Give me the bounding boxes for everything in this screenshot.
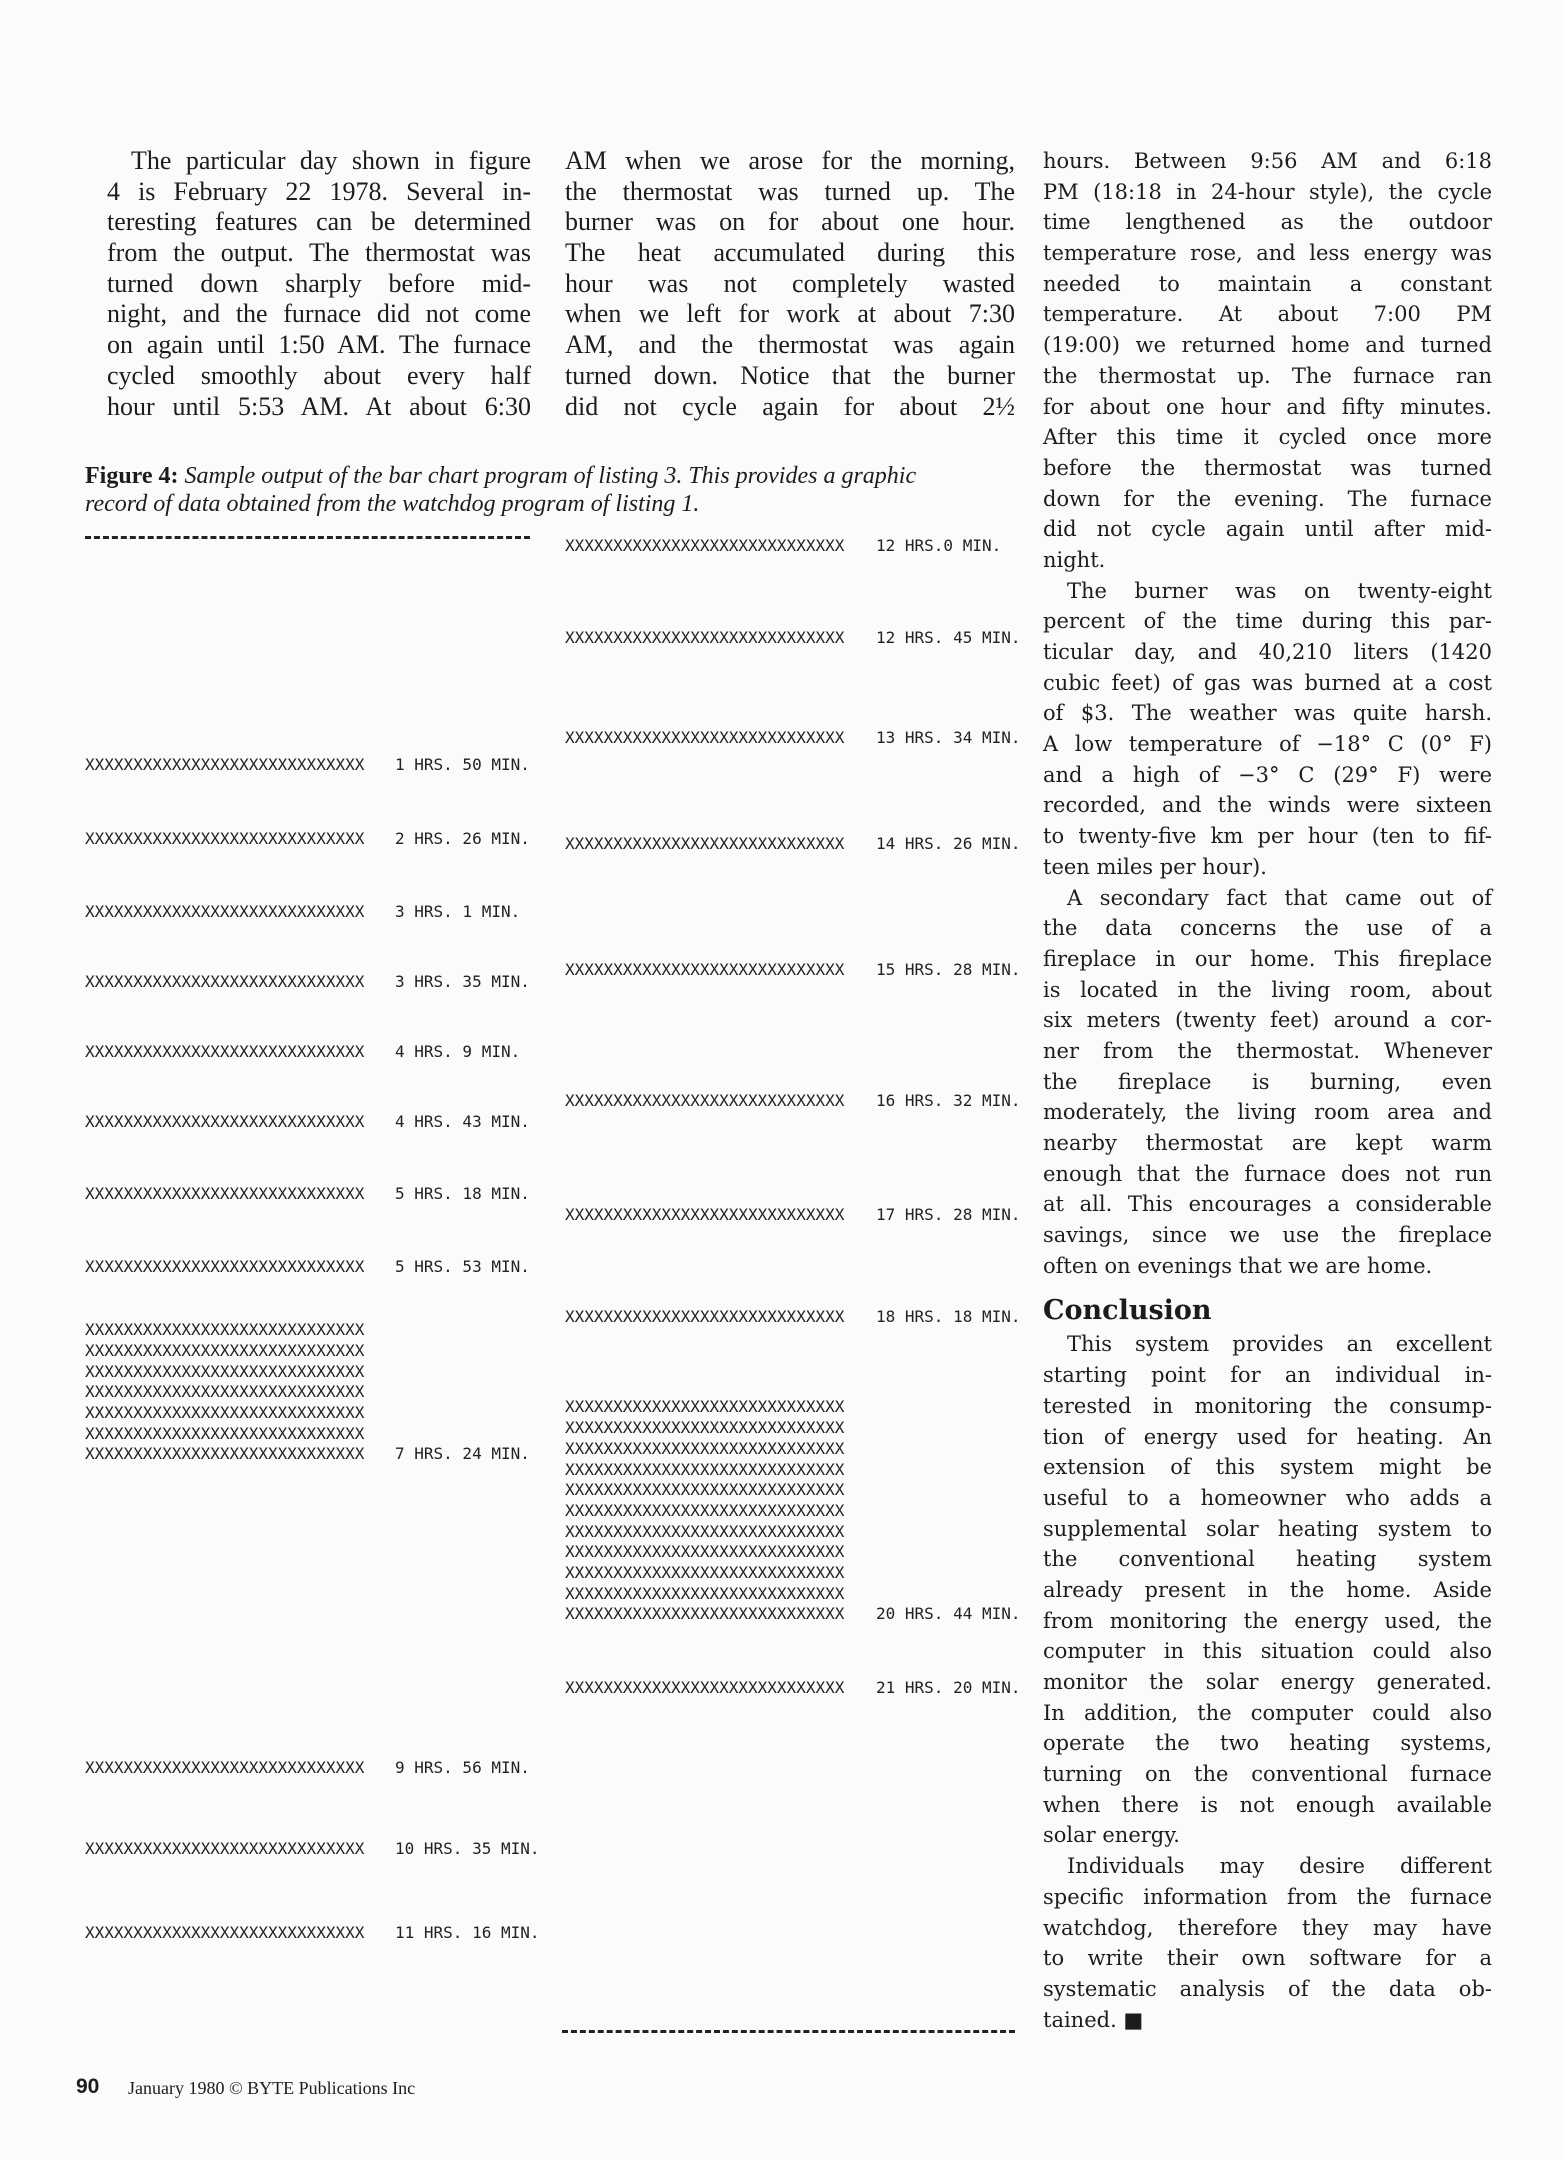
text-line: cycled smoothly about every half: [107, 360, 531, 390]
bar-label: 11 HRS. 16 MIN.: [395, 1923, 540, 1943]
text-line: useful to a homeowner who adds a: [1043, 1485, 1492, 1510]
bar-row: XXXXXXXXXXXXXXXXXXXXXXXXXXXXX: [85, 1041, 365, 1061]
bar-row: XXXXXXXXXXXXXXXXXXXXXXXXXXXXX: [85, 829, 365, 849]
bar-row: XXXXXXXXXXXXXXXXXXXXXXXXXXXXX: [565, 960, 845, 980]
bar-row: XXXXXXXXXXXXXXXXXXXXXXXXXXXXX: [85, 1320, 365, 1340]
bar-row: XXXXXXXXXXXXXXXXXXXXXXXXXXXXX: [565, 727, 845, 747]
text-line: turning on the conventional furnace: [1043, 1762, 1492, 1787]
bar-row: XXXXXXXXXXXXXXXXXXXXXXXXXXXXX: [85, 1340, 365, 1360]
text-line: tion of energy used for heating. An: [1043, 1424, 1492, 1449]
text-line: starting point for an individual in-: [1043, 1363, 1492, 1388]
paragraph: [1043, 146, 1492, 576]
bar-row: XXXXXXXXXXXXXXXXXXXXXXXXXXXXX: [565, 1438, 845, 1458]
text-line: recorded, and the winds were sixteen: [1043, 793, 1492, 818]
bar-row: XXXXXXXXXXXXXXXXXXXXXXXXXXXXX: [565, 1542, 845, 1562]
paragraph: [1043, 576, 1492, 883]
figure-label: Figure 4:: [85, 463, 179, 489]
bar-label: 20 HRS. 44 MIN.: [876, 1604, 1021, 1624]
text-line: time lengthened as the outdoor: [1043, 210, 1492, 235]
text-line: ner from the thermostat. Whenever: [1043, 1038, 1492, 1063]
bar-label: 18 HRS. 18 MIN.: [876, 1306, 1021, 1326]
bar-row: XXXXXXXXXXXXXXXXXXXXXXXXXXXXX: [565, 1418, 845, 1438]
bar-label: 13 HRS. 34 MIN.: [876, 727, 1021, 747]
bar-row: XXXXXXXXXXXXXXXXXXXXXXXXXXXXX: [85, 1423, 365, 1443]
text-line: The particular day shown in figure: [131, 146, 531, 175]
text-line: computer in this situation could also: [1043, 1639, 1492, 1664]
bar-row: XXXXXXXXXXXXXXXXXXXXXXXXXXXXX: [565, 1306, 845, 1326]
text-line: cubic feet) of gas was burned at a cost: [1043, 670, 1492, 695]
bar-label: 5 HRS. 18 MIN.: [395, 1184, 530, 1204]
text-line: did not cycle again for about 2½: [565, 391, 1015, 421]
article-column-middle: [565, 146, 1015, 422]
text-line: for about one hour and fifty minutes.: [1043, 394, 1492, 419]
text-line: temperature rose, and less energy was: [1043, 241, 1492, 266]
text-line: from the output. The thermostat was: [107, 238, 531, 268]
bar-row: XXXXXXXXXXXXXXXXXXXXXXXXXXXXX: [85, 1402, 365, 1422]
text-line: percent of the time during this par-: [1043, 609, 1492, 634]
bar-row: XXXXXXXXXXXXXXXXXXXXXXXXXXXXX: [85, 1382, 365, 1402]
text-line: watchdog, therefore they may have: [1043, 1915, 1492, 1940]
text-line: Individuals may desire different: [1067, 1854, 1492, 1879]
bar-row: XXXXXXXXXXXXXXXXXXXXXXXXXXXXX: [85, 1758, 365, 1778]
figure-caption: [85, 462, 1015, 518]
bar-label: 1 HRS. 50 MIN.: [395, 755, 530, 774]
bar-label: 3 HRS. 35 MIN.: [395, 971, 530, 991]
bar-label: 17 HRS. 28 MIN.: [876, 1204, 1021, 1224]
bar-row: XXXXXXXXXXXXXXXXXXXXXXXXXXXXX: [565, 1604, 845, 1624]
bar-row: XXXXXXXXXXXXXXXXXXXXXXXXXXXXX: [565, 1204, 845, 1224]
caption-line-2: record of data obtained from the watchdog program of listing 1.: [85, 491, 700, 517]
text-line: the data concerns the use of a: [1043, 916, 1492, 941]
text-line: to twenty-five km per hour (ten to fif-: [1043, 824, 1492, 849]
text-line: AM when we arose for the morning,: [565, 146, 1015, 175]
text-line: turned down sharply before mid-: [107, 268, 531, 298]
text-line: temperature. At about 7:00 PM: [1043, 302, 1492, 327]
text-line: teen miles per hour).: [1043, 854, 1267, 879]
bar-label: 4 HRS. 43 MIN.: [395, 1112, 530, 1132]
section-heading: Conclusion: [1043, 1295, 1212, 1327]
bar-row: XXXXXXXXXXXXXXXXXXXXXXXXXXXXX: [85, 1838, 365, 1858]
text-line: to write their own software for a: [1043, 1946, 1492, 1971]
bar-row: XXXXXXXXXXXXXXXXXXXXXXXXXXXXX: [565, 1521, 845, 1541]
bar-label: 7 HRS. 24 MIN.: [395, 1444, 530, 1464]
text-line: The burner was on twenty-eight: [1067, 578, 1492, 603]
bar-row: XXXXXXXXXXXXXXXXXXXXXXXXXXXXX: [85, 1444, 365, 1464]
text-line: tained. ■: [1043, 2007, 1144, 2032]
paragraph: [107, 146, 531, 422]
bar-row: XXXXXXXXXXXXXXXXXXXXXXXXXXXXX: [85, 755, 365, 774]
text-line: PM (18:18 in 24-hour style), the cycle: [1043, 179, 1492, 204]
bar-row: XXXXXXXXXXXXXXXXXXXXXXXXXXXXX: [85, 1256, 365, 1276]
bar-row: XXXXXXXXXXXXXXXXXXXXXXXXXXXXX: [565, 833, 845, 853]
text-line: hour until 5:53 AM. At about 6:30: [107, 391, 531, 421]
bar-row: XXXXXXXXXXXXXXXXXXXXXXXXXXXXX: [85, 1184, 365, 1204]
bar-label: 14 HRS. 26 MIN.: [876, 833, 1021, 853]
page-number: 90: [76, 2075, 100, 2098]
printout-top-divider: [85, 536, 530, 539]
text-line: monitor the solar energy generated.: [1043, 1670, 1492, 1694]
text-line: the conventional heating system: [1043, 1547, 1492, 1572]
text-line: at all. This encourages a considerable: [1043, 1192, 1492, 1217]
bar-label: 5 HRS. 53 MIN.: [395, 1256, 530, 1276]
text-line: did not cycle again until after mid-: [1043, 517, 1492, 542]
bar-row: XXXXXXXXXXXXXXXXXXXXXXXXXXXXX: [85, 1112, 365, 1132]
text-line: already present in the home. Aside: [1043, 1577, 1492, 1602]
bar-label: 10 HRS. 35 MIN.: [395, 1838, 540, 1858]
text-line: night, and the furnace did not come: [107, 299, 531, 329]
bar-row: XXXXXXXXXXXXXXXXXXXXXXXXXXXXX: [565, 1397, 845, 1417]
bar-row: XXXXXXXXXXXXXXXXXXXXXXXXXXXXX: [565, 1583, 845, 1603]
text-line: fireplace in our home. This fireplace: [1043, 946, 1492, 971]
bar-label: 16 HRS. 32 MIN.: [876, 1090, 1021, 1110]
bar-row: XXXXXXXXXXXXXXXXXXXXXXXXXXXXX: [565, 536, 845, 555]
paragraph: [1043, 883, 1492, 1282]
text-line: ticular day, and 40,210 liters (1420: [1043, 640, 1492, 664]
text-line: when there is not enough available: [1043, 1792, 1492, 1817]
bar-label: 9 HRS. 56 MIN.: [395, 1758, 530, 1778]
bar-row: XXXXXXXXXXXXXXXXXXXXXXXXXXXXX: [85, 901, 365, 921]
bar-row: XXXXXXXXXXXXXXXXXXXXXXXXXXXXX: [85, 971, 365, 991]
caption-line-1: Sample output of the bar chart program of listing 3. This provides a graphic: [184, 463, 917, 489]
text-line: AM, and the thermostat was again: [565, 330, 1015, 360]
text-line: hour was not completely wasted: [565, 268, 1015, 298]
text-line: enough that the furnace does not run: [1043, 1161, 1492, 1186]
text-line: moderately, the living room area and: [1043, 1100, 1492, 1125]
bar-label: 4 HRS. 9 MIN.: [395, 1041, 521, 1061]
bar-row: XXXXXXXXXXXXXXXXXXXXXXXXXXXXX: [565, 1459, 845, 1479]
text-line: supplemental solar heating system to: [1043, 1516, 1492, 1541]
text-line: (19:00) we returned home and turned: [1043, 333, 1492, 358]
text-line: is located in the living room, about: [1043, 977, 1492, 1002]
paragraph: [1043, 1851, 1492, 2035]
bar-label: 21 HRS. 20 MIN.: [876, 1677, 1021, 1697]
text-line: six meters (twenty feet) around a cor-: [1043, 1008, 1492, 1033]
text-line: This system provides an excellent: [1067, 1332, 1492, 1357]
text-line: often on evenings that we are home.: [1043, 1253, 1433, 1278]
text-line: hours. Between 9:56 AM and 6:18: [1043, 149, 1492, 173]
text-line: night.: [1043, 547, 1106, 572]
bar-row: XXXXXXXXXXXXXXXXXXXXXXXXXXXXX: [85, 1923, 365, 1943]
text-line: The heat accumulated during this: [565, 238, 1015, 268]
bar-label: 12 HRS. 45 MIN.: [876, 627, 1021, 647]
text-line: solar energy.: [1043, 1823, 1180, 1848]
paragraph: [565, 146, 1015, 422]
text-line: on again until 1:50 AM. The furnace: [107, 330, 531, 360]
text-line: burner was on for about one hour.: [565, 207, 1015, 237]
text-line: A secondary fact that came out of: [1067, 885, 1492, 910]
article-column-right: [1043, 146, 1492, 2035]
text-line: before the thermostat was turned: [1043, 455, 1492, 480]
text-line: After this time it cycled once more: [1043, 425, 1492, 450]
bar-row: XXXXXXXXXXXXXXXXXXXXXXXXXXXXX: [565, 1677, 845, 1697]
bar-row: XXXXXXXXXXXXXXXXXXXXXXXXXXXXX: [565, 627, 845, 647]
bar-label: 15 HRS. 28 MIN.: [876, 960, 1021, 980]
text-line: from monitoring the energy used, the: [1043, 1608, 1492, 1633]
text-line: teresting features can be determined: [107, 207, 531, 237]
bar-row: XXXXXXXXXXXXXXXXXXXXXXXXXXXXX: [85, 1361, 365, 1381]
text-line: when we left for work at about 7:30: [565, 299, 1015, 329]
bar-label: 12 HRS.0 MIN.: [876, 536, 1002, 555]
bar-row: XXXXXXXXXXXXXXXXXXXXXXXXXXXXX: [565, 1563, 845, 1583]
text-line: turned down. Notice that the burner: [565, 360, 1015, 390]
text-line: the thermostat was turned up. The: [565, 176, 1015, 206]
text-line: A low temperature of −18° C (0° F): [1043, 732, 1492, 757]
text-line: the thermostat up. The furnace ran: [1043, 363, 1492, 388]
text-line: of $3. The weather was quite harsh.: [1043, 701, 1492, 726]
text-line: and a high of −3° C (29° F) were: [1043, 762, 1492, 787]
text-line: 4 is February 22 1978. Several in-: [107, 176, 531, 206]
text-line: down for the evening. The furnace: [1043, 486, 1492, 511]
bar-label: 3 HRS. 1 MIN.: [395, 901, 521, 921]
bar-row: XXXXXXXXXXXXXXXXXXXXXXXXXXXXX: [565, 1500, 845, 1520]
text-line: savings, since we use the fireplace: [1043, 1223, 1492, 1248]
printout-bottom-divider: [562, 2030, 1015, 2033]
article-column-left: [107, 146, 531, 422]
bar-row: XXXXXXXXXXXXXXXXXXXXXXXXXXXXX: [565, 1090, 845, 1110]
footer-copyright: January 1980 © BYTE Publications Inc: [128, 2078, 416, 2098]
text-line: extension of this system might be: [1043, 1455, 1492, 1480]
text-line: needed to maintain a constant: [1043, 271, 1492, 296]
text-line: specific information from the furnace: [1043, 1884, 1492, 1909]
text-line: the fireplace is burning, even: [1043, 1069, 1492, 1094]
text-line: In addition, the computer could also: [1043, 1700, 1492, 1725]
text-line: systematic analysis of the data ob-: [1043, 1976, 1492, 2001]
bar-label: 2 HRS. 26 MIN.: [395, 829, 530, 849]
text-line: nearby thermostat are kept warm: [1043, 1131, 1492, 1155]
text-line: terested in monitoring the consump-: [1043, 1393, 1492, 1418]
bar-row: XXXXXXXXXXXXXXXXXXXXXXXXXXXXX: [565, 1480, 845, 1500]
paragraph: [1043, 1329, 1492, 1851]
text-line: operate the two heating systems,: [1043, 1731, 1492, 1756]
